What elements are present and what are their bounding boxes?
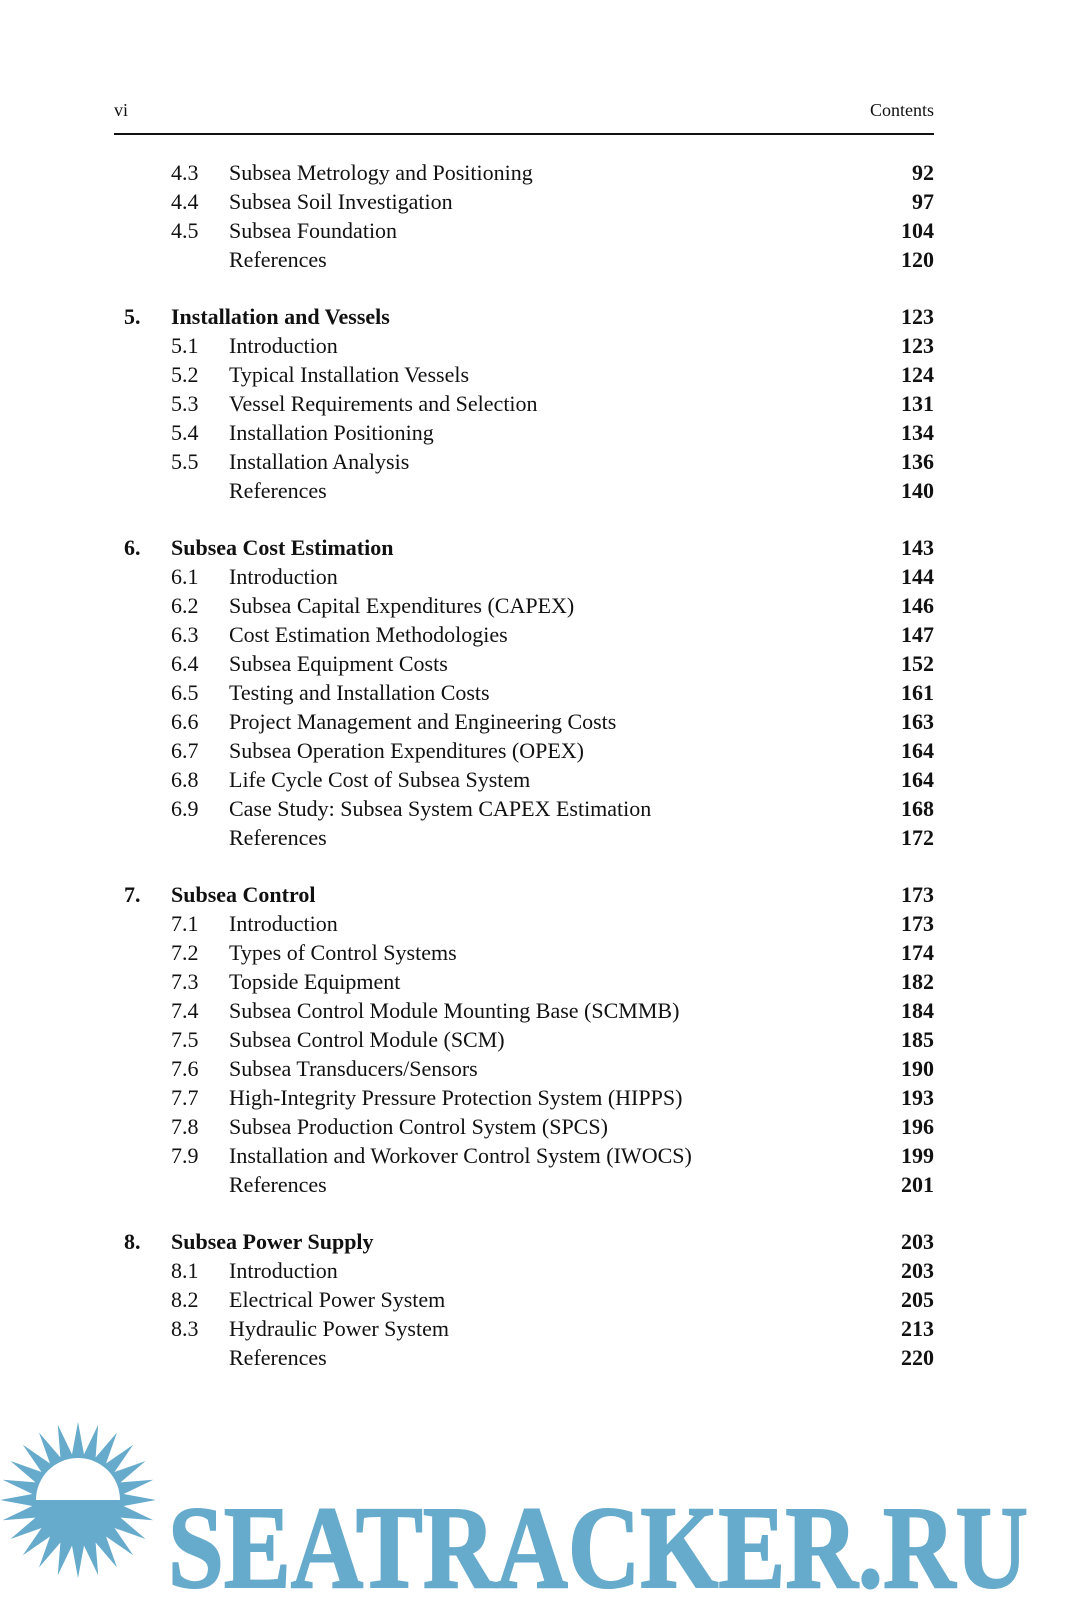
section-number: 6.5: [171, 680, 199, 705]
toc-entry-row[interactable]: [114, 707, 934, 736]
section-number: 5.3: [171, 391, 199, 416]
page-number[interactable]: 220: [901, 1345, 934, 1370]
section-number: 7.8: [171, 1114, 199, 1139]
page-number[interactable]: 152: [901, 651, 934, 676]
chapter-title[interactable]: Installation and Vessels: [171, 304, 390, 329]
section-title[interactable]: Subsea Equipment Costs: [229, 651, 448, 676]
toc-entry-row[interactable]: [114, 591, 934, 620]
section-title[interactable]: Subsea Foundation: [229, 218, 398, 243]
page-number[interactable]: 173: [901, 911, 934, 936]
page-number[interactable]: 123: [901, 304, 934, 329]
section-number: 7.6: [171, 1056, 199, 1081]
toc-entry-row[interactable]: [114, 620, 934, 649]
section-title[interactable]: Introduction: [229, 911, 338, 936]
toc-chapter-row[interactable]: [114, 1227, 934, 1256]
section-title[interactable]: Installation Analysis: [229, 449, 410, 474]
section-title[interactable]: Hydraulic Power System: [229, 1316, 449, 1341]
section-number: 4.5: [171, 218, 199, 243]
toc-entry-row[interactable]: [114, 678, 934, 707]
toc-chapter-row[interactable]: [114, 880, 934, 909]
page-number[interactable]: 199: [901, 1143, 934, 1168]
section-title[interactable]: Subsea Production Control System (SPCS): [229, 1114, 608, 1139]
page-number[interactable]: 164: [901, 738, 934, 763]
section-number: 5.2: [171, 362, 199, 387]
section-title[interactable]: Installation and Workover Control System (IWOCS): [229, 1143, 692, 1168]
section-number: 6.6: [171, 709, 199, 734]
section-number: 6.8: [171, 767, 199, 792]
section-title[interactable]: Vessel Requirements and Selection: [229, 391, 538, 416]
section-number: 8.2: [171, 1287, 199, 1312]
section-number: 6.9: [171, 796, 199, 821]
page-number[interactable]: 173: [901, 882, 934, 907]
section-title[interactable]: Subsea Capital Expenditures (CAPEX): [229, 593, 575, 618]
page-number[interactable]: 124: [901, 362, 934, 387]
page-number[interactable]: 92: [912, 160, 934, 185]
toc-entry-row[interactable]: [114, 1025, 934, 1054]
section-number: 7.7: [171, 1085, 199, 1110]
section-number: 7.4: [171, 998, 199, 1023]
section-title[interactable]: Introduction: [229, 564, 338, 589]
page-number[interactable]: 143: [901, 535, 934, 560]
page-number[interactable]: 97: [912, 189, 934, 214]
toc-section: [114, 158, 934, 274]
section-number: 4.4: [171, 189, 199, 214]
toc-entry-row[interactable]: [114, 158, 934, 187]
toc-entry-row[interactable]: [114, 1141, 934, 1170]
page-number[interactable]: 131: [901, 391, 934, 416]
page-number[interactable]: 205: [901, 1287, 934, 1312]
section-number: 4.3: [171, 160, 199, 185]
toc-section: [114, 533, 934, 852]
section-number: 5.1: [171, 333, 199, 358]
toc-section: [114, 302, 934, 505]
section-title[interactable]: References: [229, 247, 327, 272]
page-number[interactable]: 136: [901, 449, 934, 474]
section-title[interactable]: Project Management and Engineering Costs: [229, 709, 617, 734]
page-number[interactable]: 172: [901, 825, 934, 850]
section-title[interactable]: Introduction: [229, 1258, 338, 1283]
section-number: 5.4: [171, 420, 199, 445]
page-number[interactable]: 146: [901, 593, 934, 618]
toc-entry-row[interactable]: [114, 1054, 934, 1083]
section-number: 6.7: [171, 738, 199, 763]
toc-entry-row[interactable]: [114, 909, 934, 938]
section-title[interactable]: Introduction: [229, 333, 338, 358]
toc-entry-row[interactable]: [114, 794, 934, 823]
toc-entry-row[interactable]: [114, 967, 934, 996]
page-number[interactable]: 182: [901, 969, 934, 994]
section-number: 8.1: [171, 1258, 199, 1283]
page-number[interactable]: 193: [901, 1085, 934, 1110]
page-number[interactable]: 147: [901, 622, 934, 647]
chapter-title[interactable]: Subsea Power Supply: [171, 1229, 374, 1254]
page-number[interactable]: 168: [901, 796, 934, 821]
section-number: 6.4: [171, 651, 199, 676]
section-number: 6.3: [171, 622, 199, 647]
section-title[interactable]: Types of Control Systems: [229, 940, 457, 965]
page-number[interactable]: 201: [901, 1172, 934, 1197]
toc-entry-row[interactable]: [114, 418, 934, 447]
toc-entry-row[interactable]: [114, 1083, 934, 1112]
toc-references-row[interactable]: [114, 1170, 934, 1199]
section-number: 7.1: [171, 911, 199, 936]
toc-entry-row[interactable]: [114, 216, 934, 245]
page-number[interactable]: 120: [901, 247, 934, 272]
section-title[interactable]: Typical Installation Vessels: [229, 362, 470, 387]
section-number: 7.5: [171, 1027, 199, 1052]
toc-section: [114, 880, 934, 1199]
toc-entry-row[interactable]: [114, 1285, 934, 1314]
page-number[interactable]: 164: [901, 767, 934, 792]
section-title[interactable]: References: [229, 1345, 327, 1370]
section-title[interactable]: Subsea Control Module (SCM): [229, 1027, 505, 1052]
page-number[interactable]: 161: [901, 680, 934, 705]
page-number[interactable]: 213: [901, 1316, 934, 1341]
toc-entry-row[interactable]: [114, 360, 934, 389]
page-number[interactable]: 203: [901, 1229, 934, 1254]
chapter-number: 6.: [124, 535, 141, 560]
toc-entry-row[interactable]: [114, 1112, 934, 1141]
section-title[interactable]: Testing and Installation Costs: [229, 680, 490, 705]
toc-entry-row[interactable]: [114, 389, 934, 418]
toc-entry-row[interactable]: [114, 736, 934, 765]
toc-references-row[interactable]: [114, 476, 934, 505]
toc-entry-row[interactable]: [114, 447, 934, 476]
toc-references-row[interactable]: [114, 823, 934, 852]
section-number: 6.1: [171, 564, 199, 589]
section-title[interactable]: Subsea Metrology and Positioning: [229, 160, 533, 185]
running-head: [114, 100, 934, 124]
chapter-title[interactable]: Subsea Cost Estimation: [171, 535, 394, 560]
toc-entry-row[interactable]: [114, 765, 934, 794]
toc-references-row[interactable]: [114, 1343, 934, 1372]
running-title: Contents: [869, 100, 934, 120]
section-title[interactable]: Subsea Soil Investigation: [229, 189, 453, 214]
section-number: 7.2: [171, 940, 199, 965]
section-title[interactable]: References: [229, 1172, 327, 1197]
section-title[interactable]: Life Cycle Cost of Subsea System: [229, 767, 531, 792]
sun-icon: [0, 1422, 156, 1578]
section-title[interactable]: Cost Estimation Methodologies: [229, 622, 508, 647]
page-number[interactable]: 174: [901, 940, 934, 965]
toc-chapter-row[interactable]: [114, 533, 934, 562]
page-number[interactable]: 190: [901, 1056, 934, 1081]
toc-entry-row[interactable]: [114, 1314, 934, 1343]
section-title[interactable]: Case Study: Subsea System CAPEX Estimation: [229, 796, 652, 821]
page-number[interactable]: 144: [901, 564, 934, 589]
toc-entry-row[interactable]: [114, 1256, 934, 1285]
page-number[interactable]: 104: [901, 218, 934, 243]
page-number[interactable]: 134: [901, 420, 934, 445]
chapter-number: 5.: [124, 304, 141, 329]
section-title[interactable]: Subsea Transducers/Sensors: [229, 1056, 478, 1081]
section-number: 5.5: [171, 449, 199, 474]
section-title[interactable]: High-Integrity Pressure Protection System (HIPPS): [229, 1085, 683, 1110]
page-number[interactable]: 123: [901, 333, 934, 358]
header-rule: [114, 133, 934, 135]
toc-entry-row[interactable]: [114, 562, 934, 591]
section-title[interactable]: Electrical Power System: [229, 1287, 446, 1312]
section-title[interactable]: References: [229, 478, 327, 503]
section-title[interactable]: Installation Positioning: [229, 420, 434, 445]
toc-references-row[interactable]: [114, 245, 934, 274]
toc-chapter-row[interactable]: [114, 302, 934, 331]
section-number: 6.2: [171, 593, 199, 618]
section-title[interactable]: Subsea Operation Expenditures (OPEX): [229, 738, 584, 763]
section-number: 7.9: [171, 1143, 199, 1168]
watermark: [0, 1415, 1080, 1620]
table-of-contents: [114, 158, 934, 1400]
page-number[interactable]: 184: [901, 998, 934, 1023]
page-number[interactable]: 163: [901, 709, 934, 734]
toc-entry-row[interactable]: [114, 187, 934, 216]
toc-entry-row[interactable]: [114, 996, 934, 1025]
chapter-number: 8.: [124, 1229, 141, 1254]
section-title[interactable]: Topside Equipment: [229, 969, 401, 994]
page-folio: vi: [114, 100, 129, 120]
section-number: 8.3: [171, 1316, 199, 1341]
chapter-title[interactable]: Subsea Control: [171, 882, 316, 907]
toc-entry-row[interactable]: [114, 331, 934, 360]
watermark-text: SEATRACKER.RU: [168, 1482, 1028, 1613]
toc-entry-row[interactable]: [114, 649, 934, 678]
section-title[interactable]: References: [229, 825, 327, 850]
page-number[interactable]: 140: [901, 478, 934, 503]
page-number[interactable]: 196: [901, 1114, 934, 1139]
chapter-number: 7.: [124, 882, 141, 907]
toc-section: [114, 1227, 934, 1372]
page-number[interactable]: 203: [901, 1258, 934, 1283]
toc-entry-row[interactable]: [114, 938, 934, 967]
page-number[interactable]: 185: [901, 1027, 934, 1052]
section-title[interactable]: Subsea Control Module Mounting Base (SCMMB): [229, 998, 680, 1023]
section-number: 7.3: [171, 969, 199, 994]
